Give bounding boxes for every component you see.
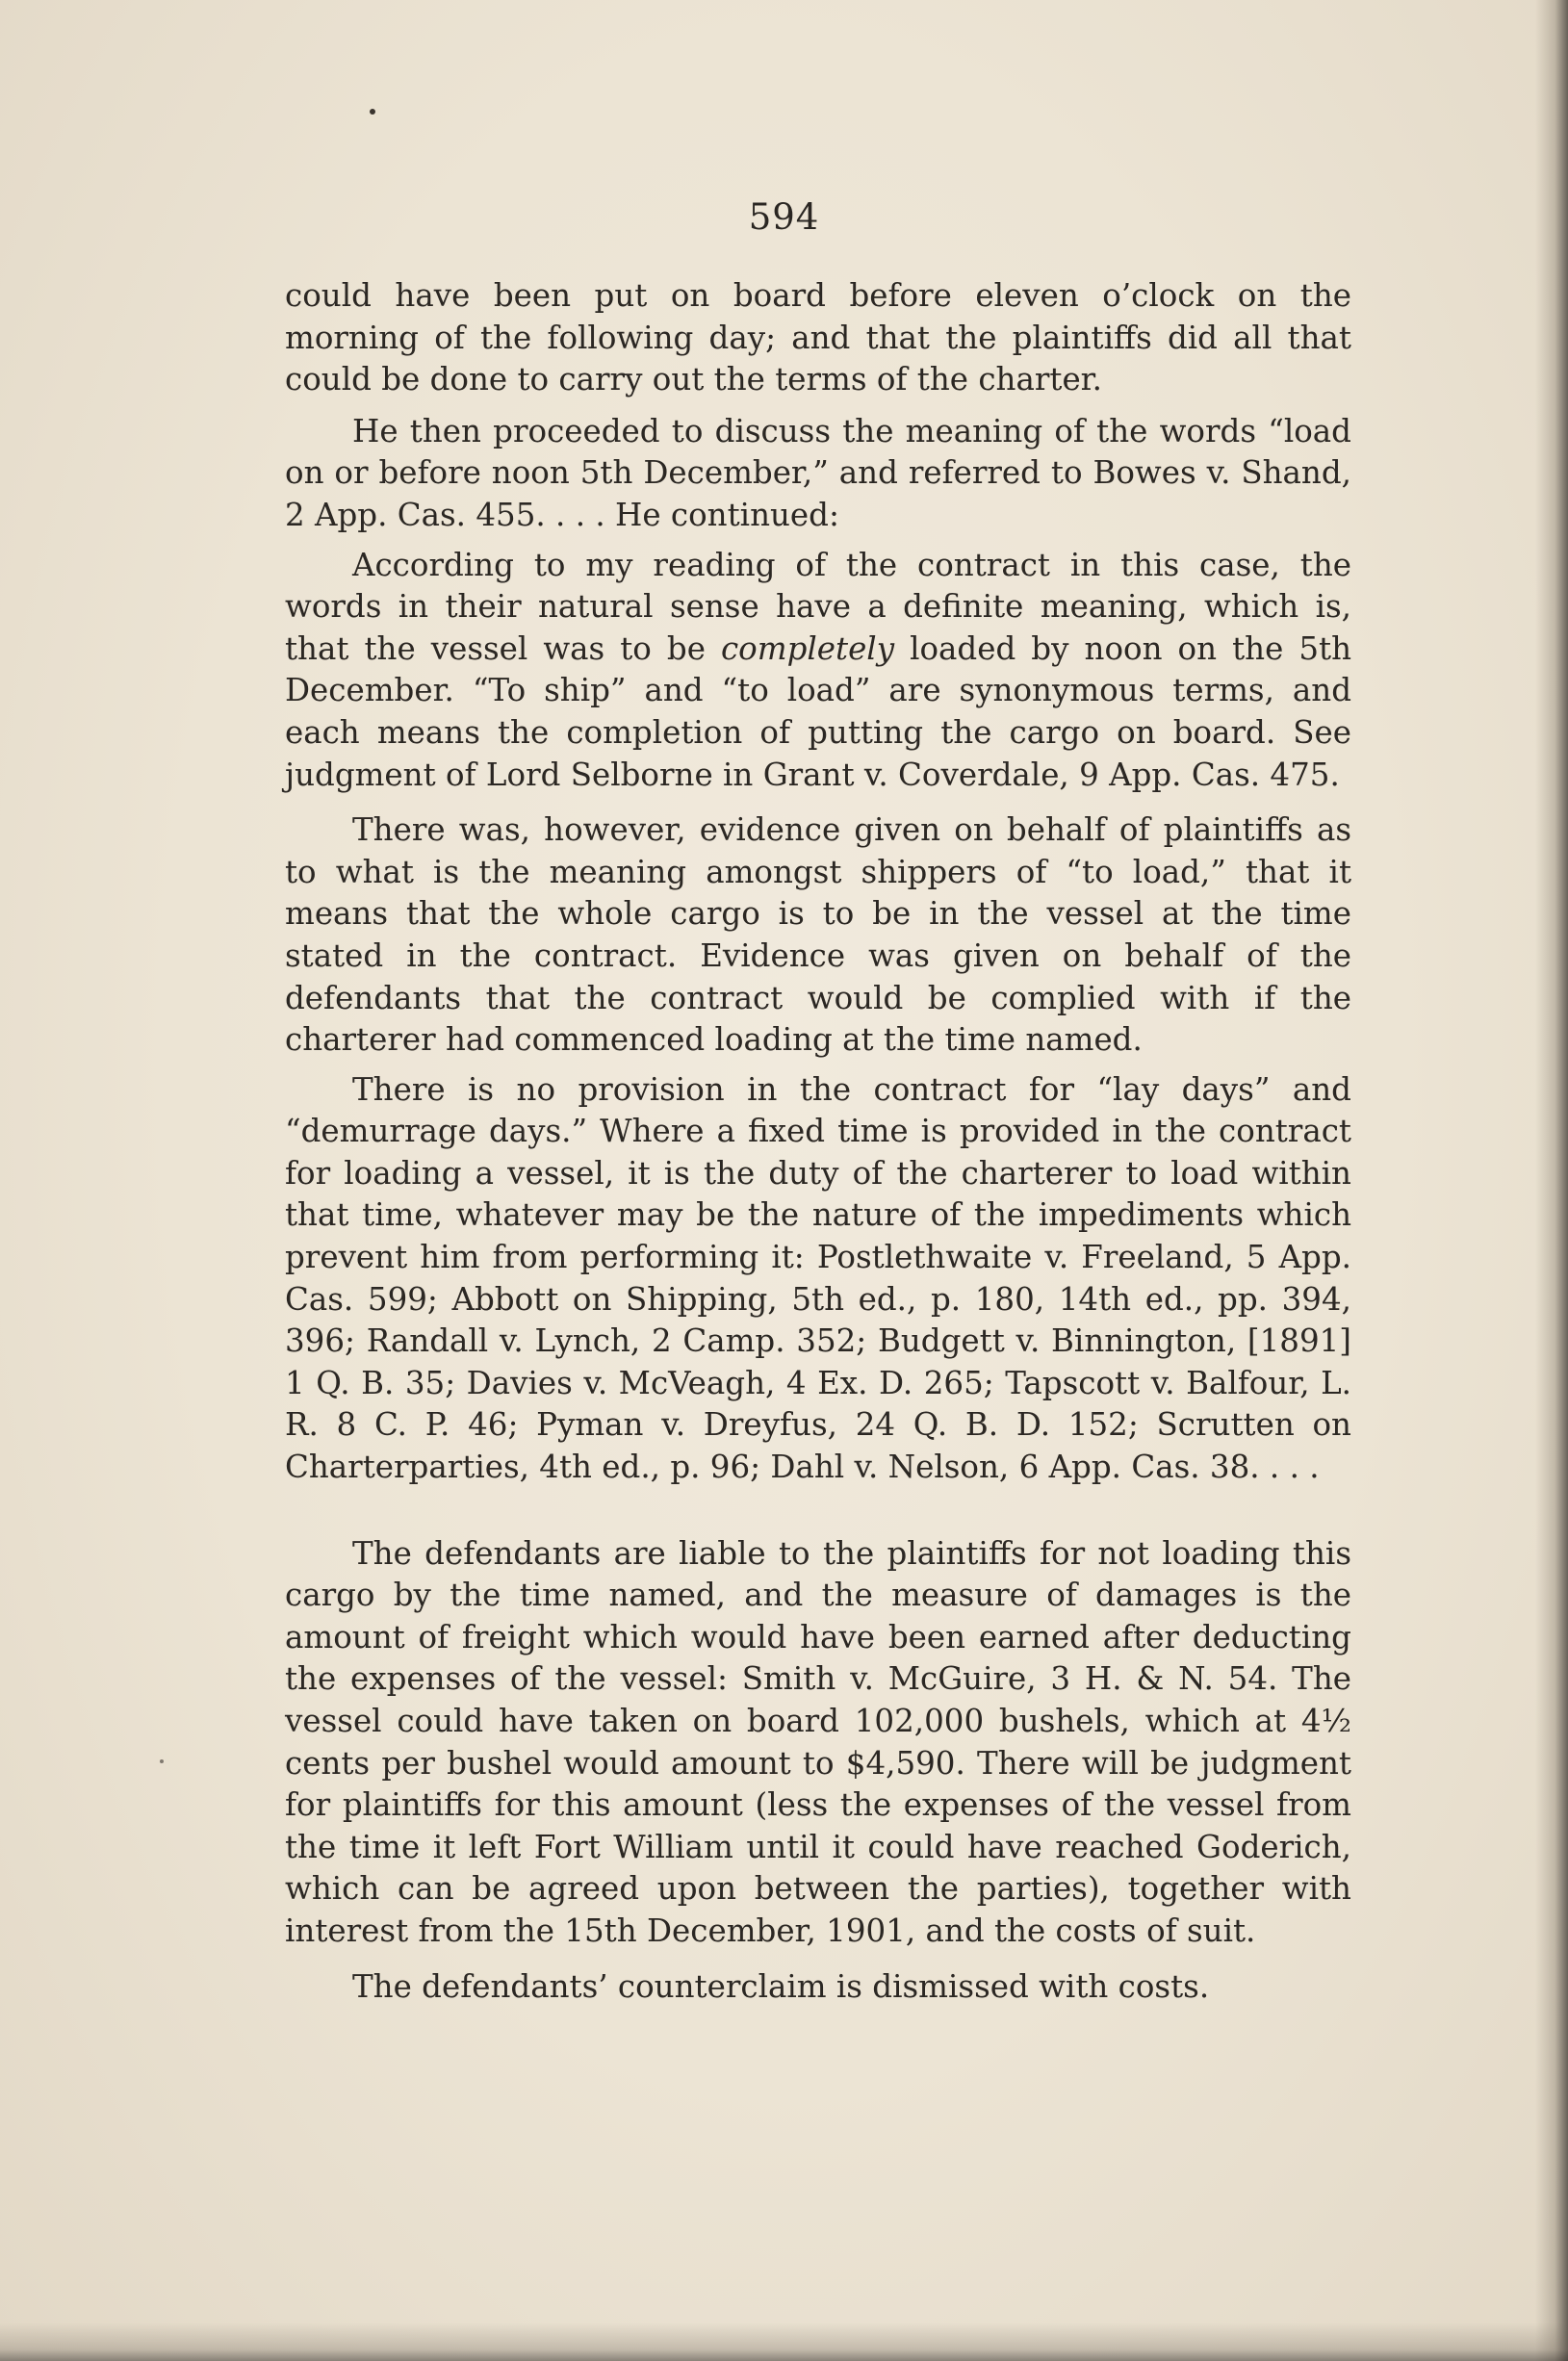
body-text xyxy=(285,275,1351,2008)
paragraph-text: loaded by noon on the 5th December. “To ship” and “to load” are synonymous terms, and each means the completion of putting the cargo on board. See judgment of Lord Selborne in Grant v. Coverdale, 9 App. Cas. 475. xyxy=(285,629,1351,793)
paragraph xyxy=(285,545,1351,797)
paragraph: The defendants’ counterclaim is dismissed with costs. xyxy=(352,1967,1210,2005)
paragraph: There was, however, evidence given on behalf of plaintiffs as to what is the meaning amongst shippers of “to load,” that it means that the whole cargo is to be in the vessel at the time stated in the contract. Evidence was given on behalf of the defendants that the contract would be complied with if the charterer had commenced loading at the time named. xyxy=(285,811,1351,1059)
page-edge-shadow-bottom xyxy=(0,2323,1568,2361)
paragraph: The defendants are liable to the plaintiffs for not loading this cargo by the time named, and the measure of damages is the amount of freight which would have been earned after deducting the expenses of the vessel: Smith v. McGuire, 3 H. & N. 54. The vessel could have taken on board 102,000 bushels, which at 4½ cents per bushel would amount to $4,590. There will be judgment for plaintiffs for this amount (less the expenses of the vessel from the time it left Fort William until it could have reached Goderich, which can be agreed upon between the parties), together with interest from the 15th December, 1901, and the costs of suit. xyxy=(285,1534,1351,1949)
paragraph: There is no provision in the contract for “lay days” and “demurrage days.” Where a fixed time is provided in the contract for loading a vessel, it is the duty of the charterer to load within that time, whatever may be the nature of the impediments which prevent him from performing it: Postlethwaite v. Freeland, 5 App. Cas. 599; Abbott on Shipping, 5th ed., p. 180, 14th ed., pp. 394, 396; Randall v. Lynch, 2 Camp. 352; Budgett v. Binnington, [1891] 1 Q. B. 35; Davies v. McVeagh, 4 Ex. D. 265; Tapscott v. Balfour, L. R. 8 C. P. 46; Pyman v. Dreyfus, 24 Q. B. D. 152; Scrutten on Charterparties, 4th ed., p. 96; Dahl v. Nelson, 6 App. Cas. 38. . . . xyxy=(285,1070,1351,1486)
paragraph: could have been put on board before eleven o’clock on the morning of the following day; and that the plaintiffs did all that could be done to carry out the terms of the charter. xyxy=(285,277,1351,398)
page-edge-shadow-right xyxy=(1535,0,1568,2361)
emphasized-word: completely xyxy=(720,629,895,667)
paragraph-text: According to my reading of the contract in this case, the words in their natural sense have a definite meaning, which is, that the vessel was to be xyxy=(285,546,1351,667)
page-number: 594 xyxy=(748,196,820,238)
print-speck xyxy=(160,1759,164,1763)
paragraph: He then proceeded to discuss the meaning of the words “load on or before noon 5th December,” and referred to Bowes v. Shand, 2 App. Cas. 455. . . . He continued: xyxy=(285,412,1351,533)
print-speck xyxy=(370,109,375,115)
